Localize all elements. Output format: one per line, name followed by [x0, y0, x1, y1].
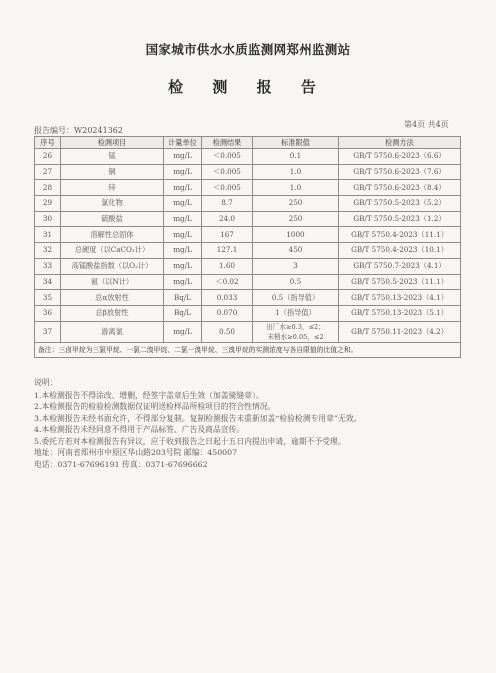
row-method: GB/T 5750.5-2023（11.1） — [339, 274, 461, 290]
instruction-line: 2.本检测报告的检验检测数据仅证明送检样品所检项目的符合性情况。 — [34, 402, 276, 411]
row-result: 0.50 — [202, 321, 253, 342]
row-limit: 450 — [253, 243, 339, 259]
row-unit: mg/L — [164, 321, 202, 342]
row-item: 高锰酸盐指数（以O₂计） — [61, 258, 164, 274]
page-number: 第4页 共4页 — [404, 120, 449, 129]
table-row — [35, 321, 461, 342]
row-no: 30 — [35, 211, 61, 227]
col-header-method: 检测方法 — [339, 137, 461, 149]
row-limit: 0.5（指导值） — [253, 290, 339, 306]
note-label: 备注： — [38, 345, 59, 354]
row-limit: 1.0 — [253, 164, 339, 180]
row-limit: 1（指导值） — [253, 305, 339, 321]
row-item: 溶解性总固体 — [61, 227, 164, 243]
instructions-section — [34, 377, 474, 470]
row-item: 锌 — [61, 180, 164, 196]
row-item: 硫酸盐 — [61, 211, 164, 227]
row-method: GB/T 5750.13-2023（4.1） — [339, 290, 461, 306]
row-method: GB/T 5750.5-2023（5.2） — [339, 196, 461, 212]
row-result: ＜0.005 — [202, 149, 253, 165]
row-method: GB/T 5750.4-2023（11.1） — [339, 227, 461, 243]
note-text: 三卤甲烷为三氯甲烷、一氯二溴甲烷、二氯一溴甲烷、三溴甲烷的实测浓度与各自限值的比值之和。 — [58, 345, 358, 354]
col-header-no: 序号 — [35, 137, 61, 149]
row-no: 37 — [35, 321, 61, 342]
row-method: GB/T 5750.5-2023（1.2） — [339, 211, 461, 227]
table-row — [35, 149, 461, 165]
report-number-label: 报告编号： — [34, 126, 74, 135]
row-no: 33 — [35, 258, 61, 274]
instructions-heading: 说明： — [34, 378, 58, 387]
row-method: GB/T 5750.7-2023（4.1） — [339, 258, 461, 274]
row-limit: 0.5 — [253, 274, 339, 290]
col-header-result: 检测结果 — [202, 137, 253, 149]
row-no: 34 — [35, 274, 61, 290]
row-no: 27 — [35, 164, 61, 180]
report-title: 检 测 报 告 — [168, 78, 328, 96]
report-number-value: W20241362 — [74, 126, 123, 135]
col-header-unit: 计量单位 — [164, 137, 202, 149]
row-result: 127.1 — [202, 243, 253, 259]
row-unit: mg/L — [164, 211, 202, 227]
row-no: 26 — [35, 149, 61, 165]
row-item: 氨（以N计） — [61, 274, 164, 290]
row-unit: Bq/L — [164, 305, 202, 321]
row-no: 31 — [35, 227, 61, 243]
row-method: GB/T 5750.11-2023（4.2） — [339, 321, 461, 342]
table-row — [35, 180, 461, 196]
row-no: 29 — [35, 196, 61, 212]
table-row — [35, 305, 461, 321]
row-limit — [253, 321, 339, 342]
row-result: ＜0.005 — [202, 180, 253, 196]
report-number — [34, 125, 123, 136]
row-method: GB/T 5750.6-2023（7.6） — [339, 164, 461, 180]
row-result: 167 — [202, 227, 253, 243]
row-unit: mg/L — [164, 227, 202, 243]
row-limit: 1000 — [253, 227, 339, 243]
row-no: 36 — [35, 305, 61, 321]
row-no: 35 — [35, 290, 61, 306]
instruction-line: 3.本检测报告未经书面允许，不得部分复制。复制检测报告未重新加盖“检验检测专用章”无效。 — [34, 413, 362, 423]
row-limit: 3 — [253, 258, 339, 274]
row-result: 1.60 — [202, 258, 253, 274]
row-limit: 250 — [253, 211, 339, 227]
row-item: 总α放射性 — [61, 290, 164, 306]
table-row — [35, 258, 461, 274]
row-unit: mg/L — [164, 164, 202, 180]
table-row — [35, 227, 461, 243]
row-method: GB/T 5750.6-2023（8.4） — [339, 180, 461, 196]
row-item: 铜 — [61, 164, 164, 180]
table-row — [35, 290, 461, 306]
row-result: ＜0.005 — [202, 164, 253, 180]
row-limit-line2: 末梢水≥0.05，≤2 — [267, 332, 324, 341]
row-result: 8.7 — [202, 196, 253, 212]
instruction-line: 5.委托方若对本检测报告有异议，应于收到报告之日起十五日内提出申请，逾期不予受理。 — [34, 436, 346, 446]
row-limit: 250 — [253, 196, 339, 212]
row-no: 32 — [35, 243, 61, 259]
row-no: 28 — [35, 180, 61, 196]
col-header-item: 检测项目 — [61, 137, 164, 149]
address-line: 地址：河南省郑州市中原区华山路203号院 邮编：450007 — [34, 448, 238, 457]
row-limit: 1.0 — [253, 180, 339, 196]
table-header-row — [35, 137, 461, 149]
row-unit: mg/L — [164, 180, 202, 196]
row-limit: 0.1 — [253, 149, 339, 165]
row-item: 锰 — [61, 149, 164, 165]
org-title: 国家城市供水水质监测网郑州监测站 — [145, 42, 351, 57]
row-result: 0.033 — [202, 290, 253, 306]
instruction-line: 4.本检测报告未经同意不得用于产品标签、广告及商品宣传。 — [34, 425, 245, 434]
row-method: GB/T 5750.4-2023（10.1） — [339, 243, 461, 259]
row-unit: mg/L — [164, 243, 202, 259]
row-method: GB/T 5750.6-2023（6.6） — [339, 149, 461, 165]
row-unit: mg/L — [164, 196, 202, 212]
row-unit: mg/L — [164, 149, 202, 165]
note-row — [35, 342, 461, 357]
col-header-limit: 标准限值 — [253, 137, 339, 149]
table-row — [35, 196, 461, 212]
row-item: 总硬度（以CaCO₃计） — [61, 243, 164, 259]
row-item: 氯化物 — [61, 196, 164, 212]
row-method: GB/T 5750.13-2023（5.1） — [339, 305, 461, 321]
row-result: 24.0 — [202, 211, 253, 227]
row-item: 游离氯 — [61, 321, 164, 342]
row-limit-line1: 出厂水≥0.3，≤2； — [266, 322, 325, 331]
row-unit: Bq/L — [164, 290, 202, 306]
table-note — [35, 342, 461, 357]
table-row — [35, 274, 461, 290]
table-row — [35, 164, 461, 180]
row-item: 总β放射性 — [61, 305, 164, 321]
row-result: 0.070 — [202, 305, 253, 321]
table-row — [35, 211, 461, 227]
row-unit: mg/L — [164, 258, 202, 274]
row-result: ＜0.02 — [202, 274, 253, 290]
table-row — [35, 243, 461, 259]
contact-line: 电话：0371-67696191 传真：0371-67696662 — [34, 459, 208, 469]
row-unit: mg/L — [164, 274, 202, 290]
instruction-line: 1.本检测报告不得涂改、增删，经签字盖章后生效（加盖骑缝章）。 — [34, 390, 264, 400]
results-table — [34, 136, 461, 358]
